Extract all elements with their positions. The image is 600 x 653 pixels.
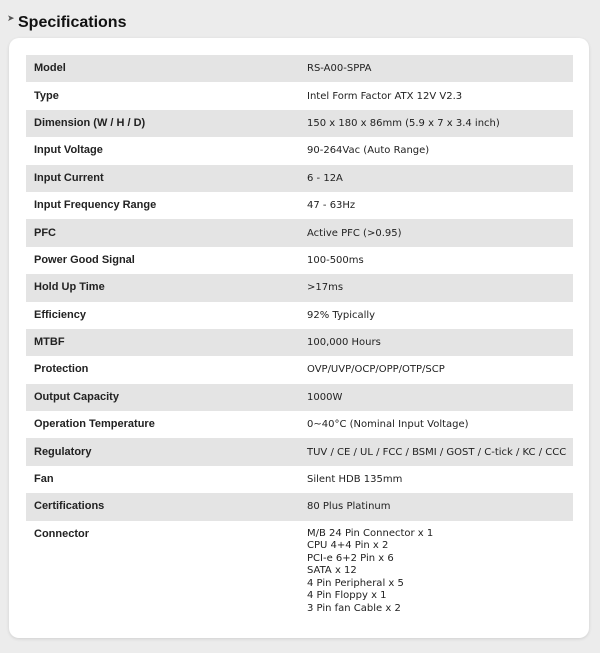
spec-row: [26, 82, 573, 109]
spec-label: Efficiency: [34, 308, 86, 321]
spec-value: 1000W: [307, 384, 573, 411]
page-title: Specifications: [18, 14, 127, 31]
spec-label: Dimension (W / H / D): [26, 110, 307, 137]
spec-value: 90-264Vac (Auto Range): [307, 145, 430, 157]
spec-value: >17ms: [307, 274, 573, 301]
spec-row: [26, 55, 573, 82]
specifications-table: [26, 55, 573, 615]
spec-row: [26, 192, 573, 219]
spec-row: [26, 219, 573, 246]
spec-row: [26, 411, 573, 438]
spec-value: 6 - 12A: [307, 165, 573, 192]
spec-label: Hold Up Time: [26, 274, 307, 301]
specifications-card: [9, 38, 589, 638]
spec-value: Intel Form Factor ATX 12V V2.3: [307, 90, 463, 102]
section-header: [0, 0, 600, 40]
spec-value: RS-A00-SPPA: [307, 55, 573, 82]
spec-value: Silent HDB 135mm: [307, 474, 403, 486]
spec-label: Input Frequency Range: [34, 199, 157, 212]
spec-label: Input Current: [26, 165, 307, 192]
spec-label: Output Capacity: [26, 384, 307, 411]
spec-value: TUV / CE / UL / FCC / BSMI / GOST / C-tick / KC / CCC: [307, 438, 573, 465]
spec-row: [26, 110, 573, 137]
spec-label: Input Voltage: [34, 144, 103, 157]
spec-label: Protection: [34, 363, 89, 376]
chevron-right-icon: ➤: [7, 13, 15, 23]
connector-line: SATA x 12: [307, 565, 357, 577]
spec-label: MTBF: [26, 329, 307, 356]
connector-line: 3 Pin fan Cable x 2: [307, 602, 401, 614]
spec-value: OVP/UVP/OCP/OPP/OTP/SCP: [307, 364, 445, 376]
spec-row: [26, 493, 573, 520]
connector-line: CPU 4+4 Pin x 2: [307, 540, 389, 552]
spec-row: [26, 137, 573, 164]
spec-row: [26, 356, 573, 383]
spec-label: Fan: [34, 473, 54, 486]
spec-row: [26, 302, 573, 329]
spec-label: Power Good Signal: [34, 253, 135, 266]
spec-row: [26, 247, 573, 274]
spec-value: Active PFC (>0.95): [307, 219, 573, 246]
spec-value-connector-list: [307, 521, 573, 616]
spec-value: 92% Typically: [307, 309, 376, 321]
connector-line: 4 Pin Floppy x 1: [307, 590, 387, 602]
connector-line: M/B 24 Pin Connector x 1: [307, 527, 434, 539]
spec-label: Regulatory: [26, 438, 307, 465]
spec-label: Connector: [34, 527, 89, 540]
spec-row: [26, 384, 573, 411]
connector-line: 4 Pin Peripheral x 5: [307, 577, 404, 589]
spec-label: Certifications: [26, 493, 307, 520]
spec-label: Operation Temperature: [34, 418, 155, 431]
spec-row-connector: [26, 521, 573, 616]
spec-value: 0~40°C (Nominal Input Voltage): [307, 419, 469, 431]
spec-value: 100-500ms: [307, 254, 364, 266]
spec-label: Model: [26, 55, 307, 82]
spec-row: [26, 274, 573, 301]
spec-row: [26, 165, 573, 192]
specifications-table-body: [26, 55, 573, 615]
spec-row: [26, 466, 573, 493]
spec-label: Type: [34, 89, 59, 102]
connector-line: PCI-e 6+2 Pin x 6: [307, 552, 394, 564]
spec-label: PFC: [26, 219, 307, 246]
spec-value: 100,000 Hours: [307, 329, 573, 356]
spec-value: 80 Plus Platinum: [307, 493, 573, 520]
spec-value: 47 - 63Hz: [307, 200, 356, 212]
spec-row: [26, 329, 573, 356]
spec-row: [26, 438, 573, 465]
spec-value: 150 x 180 x 86mm (5.9 x 7 x 3.4 inch): [307, 110, 573, 137]
